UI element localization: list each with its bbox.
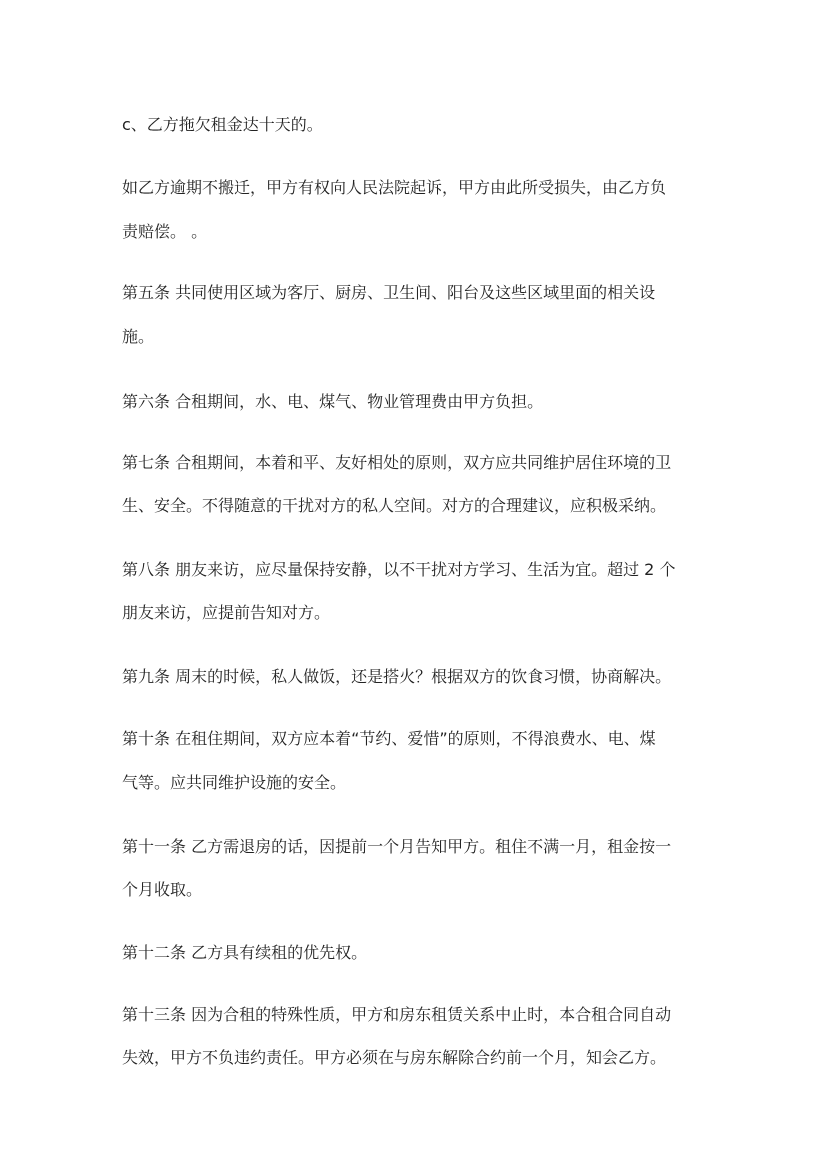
eviction-paragraph-line-1: 如乙方逾期不搬迁，甲方有权向人民法院起诉，甲方由此所受损失，由乙方负: [122, 178, 667, 197]
article-8-line-1: 第八条 朋友来访，应尽量保持安静，以不干扰对方学习、生活为宜。超过 2 个: [122, 560, 676, 579]
article-5-line-2: 施。: [122, 327, 155, 346]
article-7-line-2: 生、安全。不得随意的干扰对方的私人空间。对方的合理建议，应积极采纳。: [122, 496, 667, 515]
article-7-line-1: 第七条 合租期间，本着和平、友好相处的原则，双方应共同维护居住环境的卫: [122, 453, 672, 472]
article-8-line-2: 朋友来访，应提前告知对方。: [122, 603, 331, 622]
article-10-line-1: 第十条 在租住期间，双方应本着“节约、爱惜”的原则，不得浪费水、电、煤: [122, 729, 656, 748]
article-5-line-1: 第五条 共同使用区域为客厅、厨房、卫生间、阳台及这些区域里面的相关设: [122, 283, 656, 302]
article-10-line-2: 气等。应共同维护设施的安全。: [122, 773, 347, 792]
article-6-line-1: 第六条 合租期间，水、电、煤气、物业管理费由甲方负担。: [122, 392, 544, 411]
article-12-line-1: 第十二条 乙方具有续租的优先权。: [122, 943, 368, 962]
eviction-paragraph-line-2: 责赔偿。 。: [122, 222, 208, 241]
article-13-line-2: 失效，甲方不负违约责任。甲方必须在与房东解除合约前一个月，知会乙方。: [122, 1048, 667, 1067]
clause-c-line-1: c、乙方拖欠租金达十天的。: [122, 115, 323, 134]
article-11-line-1: 第十一条 乙方需退房的话，因提前一个月告知甲方。租住不满一月，租金按一: [122, 837, 672, 856]
article-9-line-1: 第九条 周末的时候，私人做饭，还是搭火？根据双方的饮食习惯，协商解决。: [122, 667, 672, 686]
article-11-line-2: 个月收取。: [122, 880, 203, 899]
article-13-line-1: 第十三条 因为合租的特殊性质，甲方和房东租赁关系中止时，本合租合同自动: [122, 1005, 672, 1024]
